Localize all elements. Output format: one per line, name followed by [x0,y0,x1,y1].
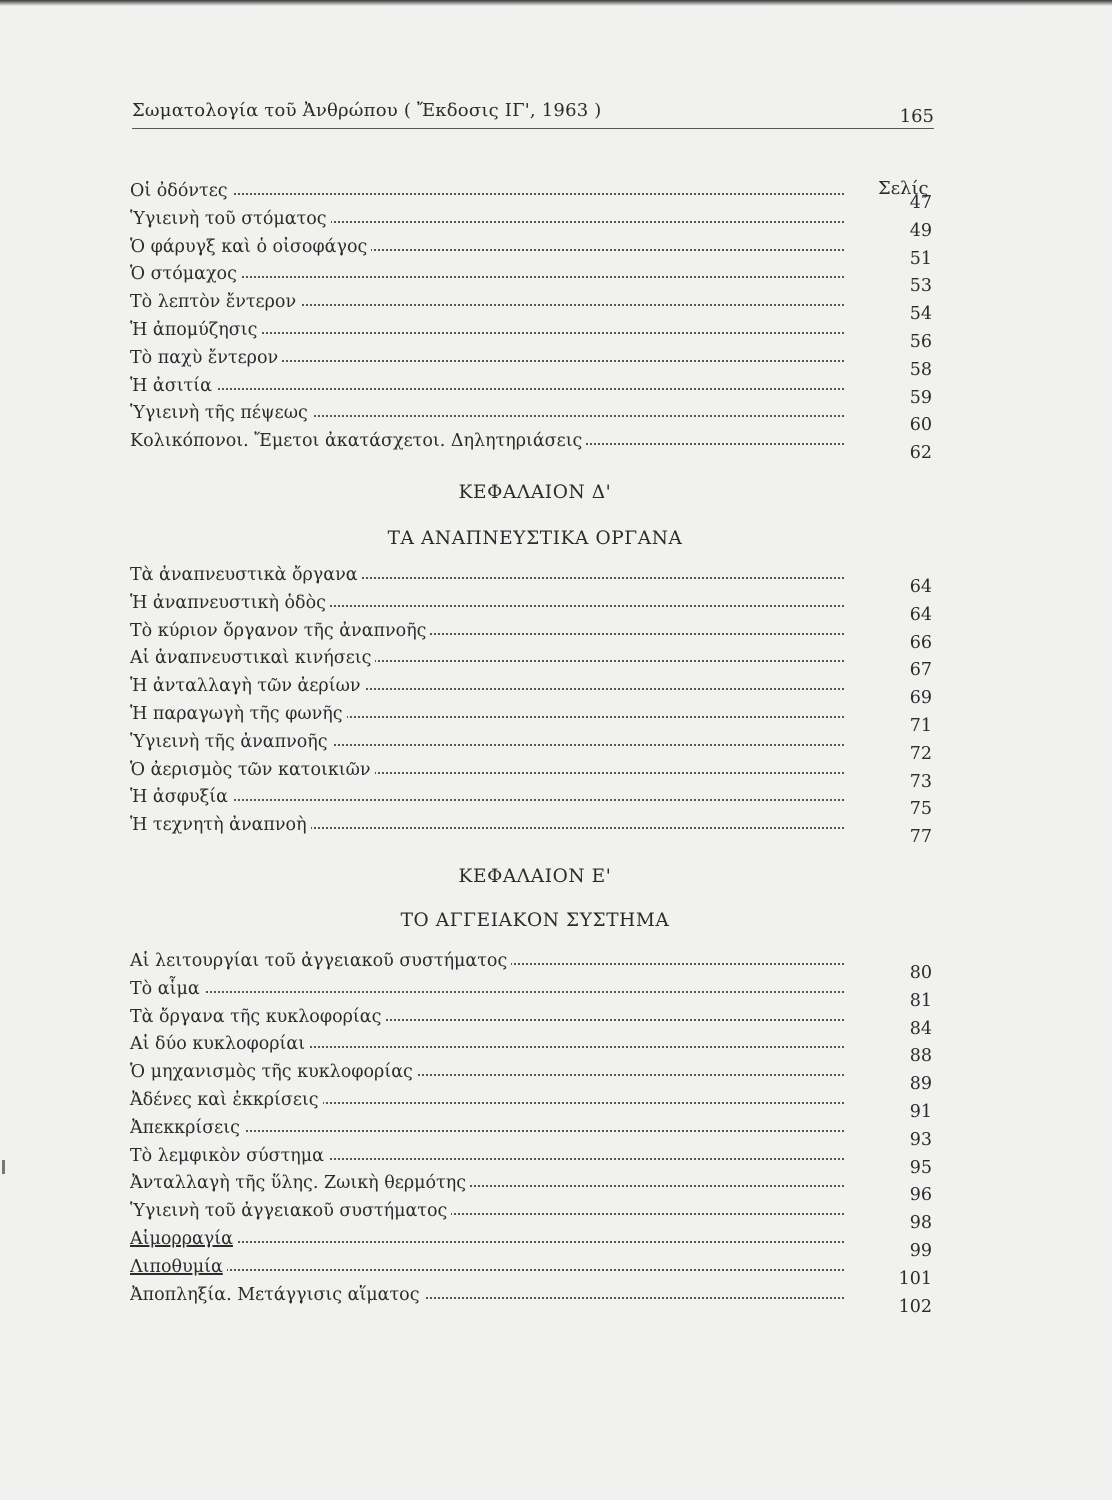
toc-entry-title: Ἀπεκκρίσεις [130,1115,244,1143]
toc-entry-title: Ὁ μηχανισμὸς τῆς κυκλοφορίας [130,1059,417,1087]
toc-section-respiratory [130,562,940,848]
pages-column-label: Σελίς [878,178,929,199]
toc-entry-title: Ἡ ἀπομύζησις [130,317,261,345]
toc-entry [130,373,940,408]
toc-entry [130,261,940,297]
toc-entry-page: 88 [909,1046,932,1067]
toc-entry-page: 47 [909,193,932,213]
toc-entry [130,400,940,436]
chapter-title: ΤΟ ΑΓΓΕΙΑΚΟΝ ΣΥΣΤΗΜΑ [400,910,670,931]
toc-entry-page: 51 [909,248,932,269]
toc-entry-page: 102 [898,1296,932,1317]
toc-entry-title: Ἡ ἀσφυξία [130,784,232,812]
toc-entry-page: 98 [909,1213,932,1234]
toc-entry-page: 81 [909,990,932,1011]
toc-entry-title: Ὑγιεινὴ τῆς ἀναπνοῆς [130,729,332,757]
toc-entry-title: Ἀδένες καὶ ἐκκρίσεις [130,1087,323,1115]
toc-entry [130,1282,940,1317]
toc-entry [130,206,940,241]
toc-entry-page: 84 [909,1018,932,1039]
toc-entry-page: 59 [909,387,932,408]
toc-entry-page: 69 [909,688,932,709]
toc-entry [130,812,940,848]
toc-entry-title: Ὁ φάρυγξ καὶ ὁ οἰσοφάγος [130,234,371,262]
scan-edge [0,0,1112,6]
toc-entry-title: Αἱ ἀναπνευστικαὶ κινήσεις [130,645,375,673]
toc-entry [130,178,940,213]
toc-entry-page: 53 [909,276,932,297]
toc-entry [130,1087,940,1122]
toc-entry-page: 91 [909,1101,932,1122]
toc-entry-page: 96 [909,1185,932,1206]
toc-entry-page: 101 [898,1268,932,1289]
dot-leader [130,799,844,801]
chapter-title: ΤΑ ΑΝΑΠΝΕΥΣΤΙΚΑ ΟΡΓΑΝΑ [387,528,683,549]
toc-entry-title: Ὁ ἀερισμὸς τῶν κατοικιῶν [130,757,375,785]
toc-entry-title: Ἡ ἀνταλλαγὴ τῶν ἀερίων [130,673,364,701]
toc-entry-title: Ὑγιεινὴ τῆς πέψεως [130,400,312,428]
toc-entry [130,590,940,625]
toc-entry-page: 54 [909,304,932,325]
toc-entry-title: Ἡ ἀναπνευστικὴ ὁδὸς [130,590,330,618]
dot-leader [130,1269,844,1271]
toc-entry-title: Ὑγιεινὴ τοῦ στόματος [130,206,331,234]
toc-entry-page: 77 [909,827,932,848]
toc-entry-title: Τὸ λεμφικὸν σύστημα [130,1143,328,1171]
toc-entry [130,1170,940,1206]
toc-section-vascular [130,948,940,1317]
toc-entry-title: Ἡ παραγωγὴ τῆς φωνῆς [130,701,347,729]
toc-entry-title: Τὸ λεπτὸν ἔντερον [130,289,300,317]
toc-entry [130,562,940,597]
toc-entry-page: 93 [909,1129,932,1150]
toc-entry-title: Αἱ δύο κυκλοφορίαι [130,1031,309,1059]
toc-entry [130,784,940,820]
dot-leader [130,991,844,993]
toc-entry [130,948,940,983]
toc-entry-title: Αἱμορραγία [130,1226,237,1254]
chapter-number: ΚΕΦΑΛΑΙΟΝ Δ' [458,482,612,503]
toc-entry [130,1115,940,1150]
toc-entry-page: 73 [909,771,932,792]
toc-entry [130,729,940,764]
toc-entry [130,1004,940,1039]
toc-entry-title: Τὸ παχὺ ἔντερον [130,345,282,373]
toc-entry [130,673,940,709]
toc-entry-page: 49 [909,220,932,241]
toc-entry [130,234,940,269]
toc-entry-page: 95 [909,1157,932,1178]
toc-entry-title: Αἱ λειτουργίαι τοῦ ἀγγειακοῦ συστήματος [130,948,511,976]
toc-entry-page: 99 [909,1240,932,1261]
toc-entry-page: 64 [909,577,932,597]
toc-entry-title: Ἡ ἀσιτία [130,373,216,401]
toc-entry-page: 60 [909,415,932,436]
toc-entry [130,317,940,352]
toc-entry-title: Ἡ τεχνητὴ ἀναπνοὴ [130,812,311,840]
toc-entry-page: 89 [909,1074,932,1095]
toc-entry-page: 67 [909,660,932,681]
toc-entry-page: 80 [909,963,932,983]
toc-entry-title: Ὁ στόμαχος [130,261,241,289]
toc-entry [130,757,940,792]
toc-entry [130,976,940,1011]
toc-entry-title: Τὰ ἀναπνευστικὰ ὄργανα [130,562,362,590]
dot-leader [130,193,844,195]
toc-entry [130,1031,940,1067]
toc-entry-title: Ἀνταλλαγὴ τῆς ὕλης. Ζωικὴ θερμότης [130,1170,470,1198]
toc-section-digestive [130,178,940,464]
book-title: Σωματολογία τοῦ Ἀνθρώπου ( Ἔκδοσις ΙΓ', 1963 ) [132,100,602,121]
toc-entry [130,701,940,736]
toc-entry-page: 72 [909,743,932,764]
toc-entry [130,345,940,380]
toc-entry-title: Τὸ αἷμα [130,976,204,1004]
toc-entry [130,289,940,325]
toc-entry-title: Λιποθυμία [130,1254,227,1282]
toc-entry [130,1143,940,1178]
toc-entry-title: Κολικόπονοι. Ἔμετοι ἀκατάσχετοι. Δηλητηριάσεις [130,428,586,456]
toc-entry-page: 75 [909,799,932,820]
chapter-number: ΚΕΦΑΛΑΙΟΝ Ε' [458,866,612,887]
toc-entry-title: Οἱ ὀδόντες [130,178,232,206]
toc-entry-title: Τὸ κύριον ὄργανον τῆς ἀναπνοῆς [130,618,430,646]
toc-entry [130,1198,940,1234]
toc-entry-underlined [130,1254,940,1289]
page-number: 165 [899,106,934,127]
toc-entry [130,618,940,653]
toc-entry-page: 66 [909,632,932,653]
toc-entry-page: 64 [909,604,932,625]
toc-entry-page: 62 [909,443,932,464]
toc-entry-page: 58 [909,359,932,380]
toc-entry [130,428,940,464]
toc-entry-page: 56 [909,331,932,352]
toc-entry-title: Ὑγιεινὴ τοῦ ἀγγειακοῦ συστήματος [130,1198,451,1226]
margin-mark [2,1160,5,1174]
toc-entry [130,1059,940,1095]
toc-entry-title: Τὰ ὄργανα τῆς κυκλοφορίας [130,1004,385,1032]
running-header [132,96,934,129]
dot-leader [130,388,844,390]
dot-leader [130,1241,844,1243]
toc-entry [130,645,940,681]
toc-entry-underlined [130,1226,940,1261]
toc-entry-page: 71 [909,715,932,736]
toc-entry-title: Ἀποπληξία. Μετάγγισις αἵματος [130,1282,424,1310]
